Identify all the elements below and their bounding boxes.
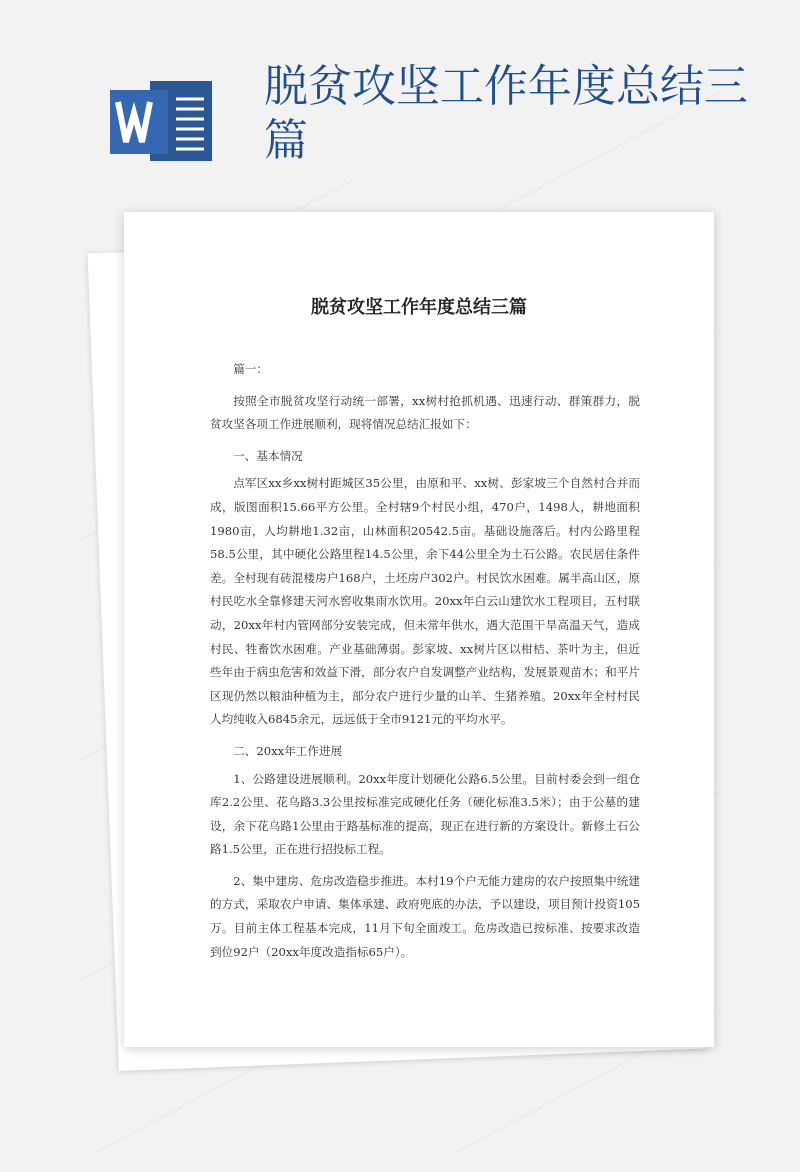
document-title: 脱贫攻坚工作年度总结三篇 [311, 297, 527, 318]
section-heading-basic: 一、基本情况 [233, 448, 303, 463]
housing-progress-paragraph: 2、集中建房、危房改造稳步推进。本村19个户无能力建房的农户按照集中统建的方式，采取农户申请、集体承建、政府兜底的办法，予以建设，项目预计投资105万。目前主体工程基本完成，11月下旬全面竣工。危房改造已按标准、按要求改造到位92户（20xx年度改造指标65户）。 [210, 873, 640, 959]
road-progress-paragraph: 1、公路建设进展顺利。20xx年度计划硬化公路6.5公里。目前村委会到一组仓库2.2公里、花乌路3.3公里按标准完成硬化任务（硬化标准3.5米）；由于公墓的建设，余下花乌路1公里由于路基标准的提高，现正在进行新的方案设计。新修土石公路1.5公里，正在进行招投标工程。 [210, 771, 640, 857]
section-heading-progress: 二、20xx年工作进展 [233, 743, 343, 758]
intro-paragraph: 按照全市脱贫攻坚行动统一部署，xx树村抢抓机遇、迅速行动、群策群力，脱贫攻坚各项工作进展顺利，现将情况总结汇报如下： [210, 393, 640, 432]
document-body [210, 358, 640, 972]
section-label: 篇一： [233, 362, 268, 376]
header-title: 脱贫攻坚工作年度总结三篇 [264, 61, 748, 166]
word-doc-icon [110, 77, 215, 165]
basic-info-paragraph: 点军区xx乡xx树村距城区35公里，由原和平、xx树、彭家坡三个自然村合并而成，版图面积15.66平方公里。全村辖9个村民小组，470户，1498人，耕地面积1980亩，人均耕地1.32亩，山林面积20542.5亩。基础设施落后。村内公路里程58.5公里，其中硬化公路里程14.5公里，余下44公里全为土石公路。农民居住条件差。全村现有砖混楼房户168户，土坯房户302户。村民饮水困难。属半高山区，原村民吃水全靠修建天河水窖收集雨水饮用。20xx年白云山建饮水工程项目，五村联动，20xx年村内管网部分安装完成，但未常年供水，遇大范围干旱高温天气，造成村民、牲畜饮水困难。产业基础薄弱。彭家坡、xx树片区以柑桔、茶叶为主，但近些年由于病虫危害和效益下滑，部分农户自发调整产业结构，发展景观苗木；和平片区现仍然以粮油种植为主，部分农户进行少量的山羊、生猪养殖。20xx年全村村民人均纯收入6845余元，远远低于全市9121元的平均水平。 [210, 476, 640, 727]
